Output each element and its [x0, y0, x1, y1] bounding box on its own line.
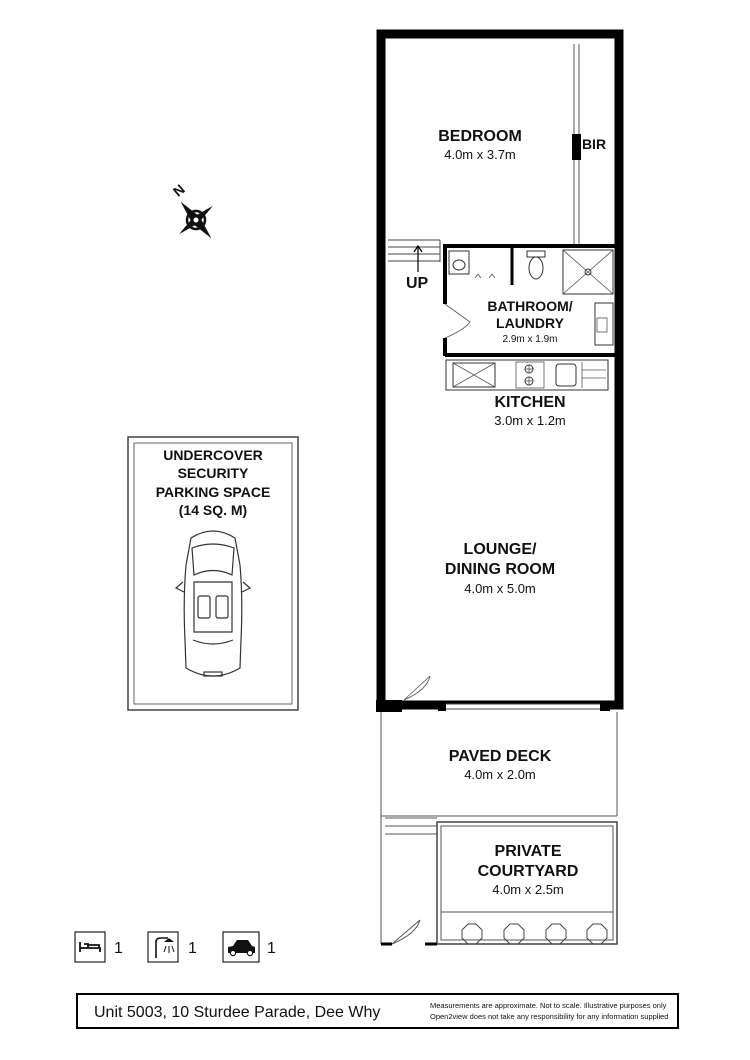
courtyard-planters	[462, 924, 607, 944]
lounge-name-line2: DINING ROOM	[444, 561, 556, 578]
compass-icon	[164, 187, 229, 252]
courtyard-name-line2: COURTYARD	[477, 863, 579, 880]
bathroom-dims: 2.9m x 1.9m	[502, 334, 558, 345]
stairs-up-label: UP	[406, 275, 429, 292]
bathroom-name-line2: LAUNDRY	[496, 315, 564, 331]
courtyard-name-line1: PRIVATE	[494, 843, 562, 860]
bedroom-dims: 4.0m x 3.7m	[444, 147, 516, 162]
disclaimer-line1: Measurements are approximate. Not to scale. Illustrative purposes only	[430, 1001, 667, 1010]
deck-name: PAVED DECK	[448, 748, 552, 765]
parking-label-line1: UNDERCOVER	[163, 447, 263, 463]
kitchen-name: KITCHEN	[494, 394, 566, 411]
parking-label-line3: PARKING SPACE	[155, 484, 271, 500]
parked-car-icon	[176, 531, 250, 676]
car-icon	[223, 932, 259, 962]
lounge-name-line1: LOUNGE/	[463, 541, 537, 558]
parking-label-line4: (14 SQ. M)	[178, 502, 248, 518]
baths-count: 1	[188, 940, 197, 957]
beds-count: 1	[114, 940, 123, 957]
deck-dims: 4.0m x 2.0m	[464, 767, 536, 782]
bir-label: BIR	[581, 136, 607, 152]
lounge-door	[404, 676, 430, 700]
bathroom-name-line1: BATHROOM/	[487, 298, 573, 314]
cars-count: 1	[267, 940, 276, 957]
compass-label: N	[169, 180, 188, 200]
lounge-dims: 4.0m x 5.0m	[464, 581, 536, 596]
disclaimer-line2: Open2view does not take any responsibility for any information supplied	[430, 1012, 669, 1021]
courtyard-dims: 4.0m x 2.5m	[492, 882, 564, 897]
kitchen-bench	[446, 360, 608, 390]
stairs	[388, 240, 440, 272]
property-address: Unit 5003, 10 Sturdee Parade, Dee Why	[94, 1004, 381, 1021]
parking-label-line2: SECURITY	[177, 465, 249, 481]
bed-icon	[75, 932, 105, 962]
shower-icon	[148, 932, 178, 962]
outdoor-area	[381, 712, 617, 944]
bedroom-name: BEDROOM	[438, 128, 522, 145]
kitchen-dims: 3.0m x 1.2m	[494, 413, 566, 428]
